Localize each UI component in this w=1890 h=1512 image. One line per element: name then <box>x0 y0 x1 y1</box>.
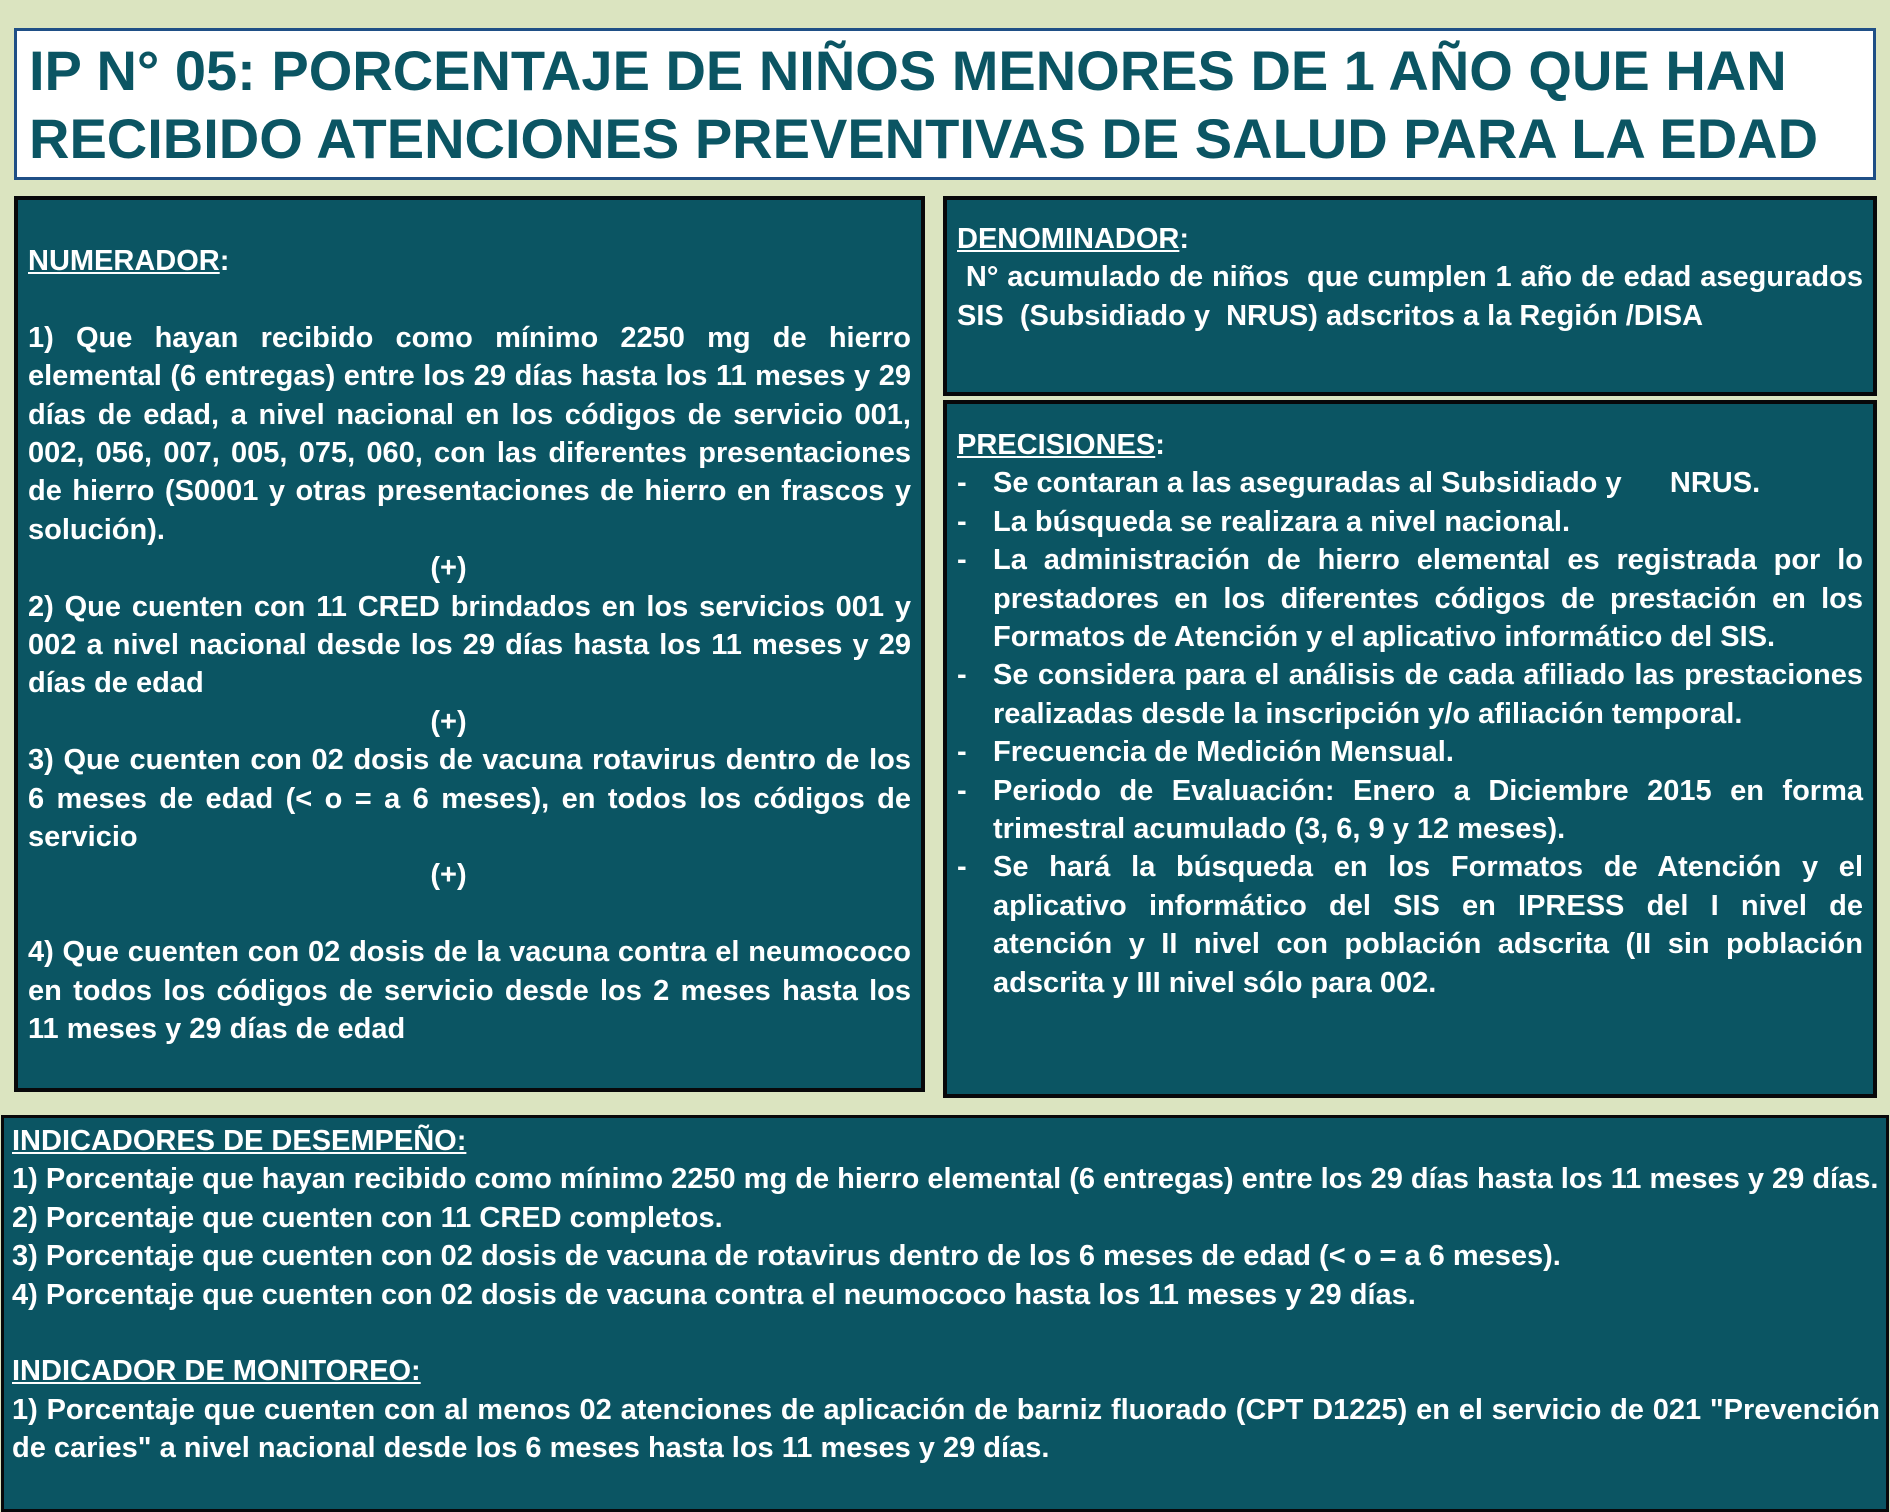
list-item-text: La administración de hierro elemental es registrada por lo prestadores en los diferentes códigos de prestación en los Formatos de Atención y el aplicativo informático del SIS. <box>993 544 1863 654</box>
numerador-item-3: 3) Que cuenten con 02 dosis de vacuna rotavirus dentro de los 6 meses de edad (< o = a 6 meses), en todos los códigos de servicio <box>28 744 911 854</box>
list-item <box>957 733 1863 771</box>
precisiones-heading: PRECISIONES <box>957 429 1156 461</box>
numerador-plus-2: (+) <box>430 705 467 738</box>
bullet-dash: - <box>957 505 967 538</box>
desempeno-item-3: 3) Porcentaje que cuenten con 02 dosis de vacuna de rotavirus dentro de los 6 meses de edad (< o = a 6 meses). <box>12 1240 1561 1273</box>
bullet-dash: - <box>957 659 967 692</box>
indicadores-panel <box>1 1115 1889 1512</box>
spacer <box>28 895 911 933</box>
bullet-dash: - <box>957 736 967 769</box>
monitoreo-item-1: 1) Porcentaje que cuenten con al menos 02 atenciones de aplicación de barniz fluorado (CPT D1225) en el servicio de 021 "Prevención de caries" a nivel nacional desde los 6 meses hasta los 11 meses y 29 días. <box>12 1393 1880 1465</box>
bullet-dash: - <box>957 467 967 500</box>
list-item-text: Frecuencia de Medición Mensual. <box>993 736 1454 769</box>
desempeno-heading: INDICADORES DE DESEMPEÑO: <box>12 1125 467 1157</box>
precisiones-panel <box>943 400 1877 1098</box>
numerador-item-2: 2) Que cuenten con 11 CRED brindados en los servicios 001 y 002 a nivel nacional desde los 29 días hasta los 11 meses y 29 días de edad <box>28 590 911 700</box>
denominador-heading-row <box>957 220 1863 258</box>
spacer <box>12 1314 1880 1352</box>
numerador-item-1: 1) Que hayan recibido como mínimo 2250 mg de hierro elemental (6 entregas) entre los 29 días hasta los 11 meses y 29 días de edad, a nivel nacional en los códigos de servicio 001, 002, 056, 007, 005, 075, 060, con las diferentes presentaciones de hierro (S0001 y otras presentaciones de hierro en frascos y solución). <box>28 321 911 546</box>
numerador-item-4: 4) Que cuenten con 02 dosis de la vacuna contra el neumococo en todos los códigos de servicio desde los 2 meses hasta los 11 meses y 29 días de edad <box>28 936 911 1046</box>
numerador-panel <box>14 196 925 1092</box>
desempeno-item-1: 1) Porcentaje que hayan recibido como mínimo 2250 mg de hierro elemental (6 entregas) entre los 29 días hasta los 11 meses y 29 días. <box>12 1163 1879 1196</box>
list-item-text: La búsqueda se realizara a nivel nacional. <box>993 505 1571 538</box>
numerador-heading-colon: : <box>219 245 230 277</box>
spacer <box>28 280 911 318</box>
bullet-dash: - <box>957 851 967 884</box>
title-box <box>14 28 1876 180</box>
precisiones-list <box>957 464 1863 1002</box>
numerador-plus-3: (+) <box>430 859 467 892</box>
denominador-heading-colon: : <box>1179 223 1190 255</box>
desempeno-item-2: 2) Porcentaje que cuenten con 11 CRED completos. <box>12 1201 723 1234</box>
list-item-text: Periodo de Evaluación: Enero a Diciembre 2015 en forma trimestral acumulado (3, 6, 9 y 12 meses). <box>993 774 1863 846</box>
monitoreo-heading: INDICADOR DE MONITOREO: <box>12 1355 421 1388</box>
list-item <box>957 464 1863 502</box>
list-item <box>957 772 1863 849</box>
desempeno-item-4: 4) Porcentaje que cuenten con 02 dosis de vacuna contra el neumococo hasta los 11 meses y 29 días. <box>12 1278 1416 1311</box>
numerador-heading: NUMERADOR <box>28 245 220 277</box>
bullet-dash: - <box>957 544 967 577</box>
list-item <box>957 503 1863 541</box>
list-item-text: Se hará la búsqueda en los Formatos de Atención y el aplicativo informático del SIS en IPRESS del I nivel de atención y II nivel con población adscrita (II sin población adscrita y III nivel sólo para 002. <box>993 851 1863 999</box>
numerador-plus-1: (+) <box>430 552 467 585</box>
denominador-panel <box>943 196 1877 396</box>
list-item-text: Se considera para el análisis de cada afiliado las prestaciones realizadas desde la inscripción y/o afiliación temporal. <box>993 659 1863 730</box>
list-item <box>957 656 1863 733</box>
denominador-text: N° acumulado de niños que cumplen 1 año de edad asegurados SIS (Subsidiado y NRUS) adscritos a la Región /DISA <box>957 261 1872 332</box>
denominador-heading: DENOMINADOR <box>957 223 1180 255</box>
list-item <box>957 848 1863 1002</box>
title-line-1: IP N° 05: PORCENTAJE DE NIÑOS MENORES DE 1 AÑO QUE HAN <box>29 39 1787 102</box>
bullet-dash: - <box>957 774 967 807</box>
list-item-text: Se contaran a las aseguradas al Subsidiado y NRUS. <box>993 467 1761 500</box>
precisiones-heading-row <box>957 426 1863 464</box>
numerador-heading-row <box>28 242 911 280</box>
precisiones-heading-colon: : <box>1155 429 1165 461</box>
list-item <box>957 541 1863 656</box>
title-line-2: RECIBIDO ATENCIONES PREVENTIVAS DE SALUD PARA LA EDAD <box>29 107 1819 170</box>
